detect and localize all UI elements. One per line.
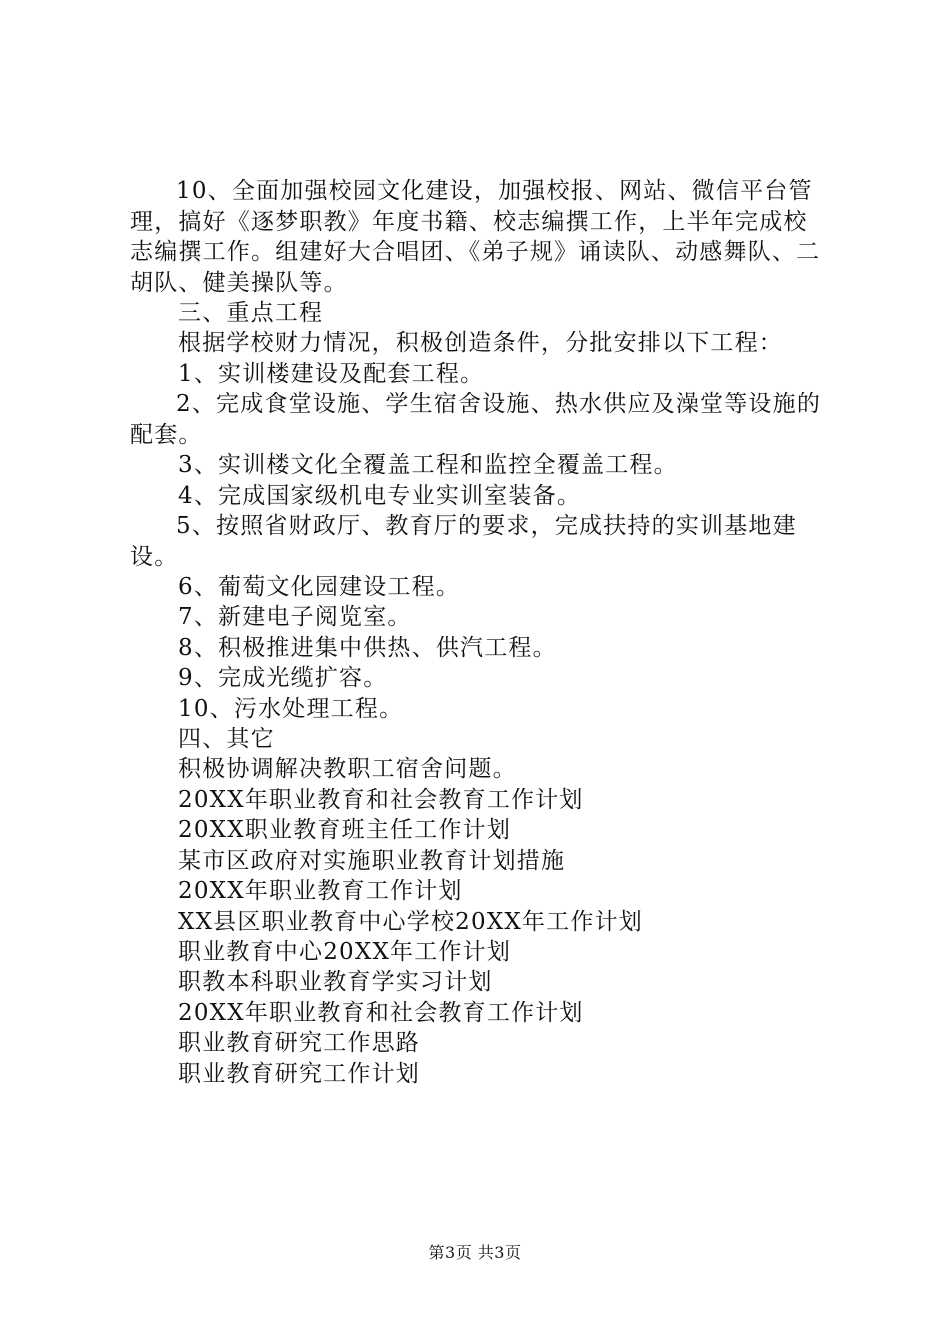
list-item: 3、实训楼文化全覆盖工程和监控全覆盖工程。 — [178, 452, 678, 479]
related-link[interactable]: 职业教育中心20XX年工作计划 — [178, 938, 512, 965]
related-link[interactable]: 20XX职业教育班主任工作计划 — [178, 817, 512, 844]
related-link[interactable]: 20XX年职业教育和社会教育工作计划 — [178, 999, 584, 1026]
list-item: 1、实训楼建设及配套工程。 — [178, 360, 485, 387]
related-link[interactable]: 职业教育研究工作思路 — [178, 1030, 420, 1057]
related-link[interactable]: XX县区职业教育中心学校20XX年工作计划 — [178, 908, 643, 935]
related-link[interactable]: 20XX年职业教育和社会教育工作计划 — [178, 786, 584, 813]
paragraph-item-10: 10、全面加强校园文化建设，加强校报、网站、微信平台管理，搞好《逐梦职教》年度书籍、校志编撰工作，上半年完成校志编撰工作。组建好大合唱团、《弟子规》诵读队、动感舞队、二胡队、健美操队等。 — [130, 178, 821, 296]
list-item: 2、完成食堂设施、学生宿舍设施、热水供应及澡堂等设施的配套。 — [130, 391, 822, 448]
related-link[interactable]: 职业教育研究工作计划 — [178, 1060, 420, 1087]
list-item: 6、葡萄文化园建设工程。 — [178, 574, 461, 601]
list-item: 9、完成光缆扩容。 — [178, 665, 388, 692]
related-link[interactable]: 某市区政府对实施职业教育计划措施 — [178, 847, 566, 874]
related-link[interactable]: 20XX年职业教育工作计划 — [178, 878, 463, 905]
section-heading-other: 四、其它 — [178, 726, 275, 753]
document-body — [130, 176, 830, 1089]
list-item: 5、按照省财政厅、教育厅的要求，完成扶持的实训基地建设。 — [130, 513, 797, 570]
list-item: 4、完成国家级机电专业实训室装备。 — [178, 482, 582, 509]
related-link[interactable]: 职教本科职业教育学实习计划 — [178, 969, 493, 996]
list-item: 10、污水处理工程。 — [178, 695, 404, 722]
section-text: 积极协调解决教职工宿舍问题。 — [178, 756, 517, 783]
section-intro: 根据学校财力情况，积极创造条件，分批安排以下工程： — [178, 330, 783, 357]
list-item: 7、新建电子阅览室。 — [178, 604, 412, 631]
list-item: 8、积极推进集中供热、供汽工程。 — [178, 634, 557, 661]
section-heading-key-projects: 三、重点工程 — [178, 300, 324, 326]
page-number-footer: 第3页 共3页 — [428, 1243, 522, 1262]
